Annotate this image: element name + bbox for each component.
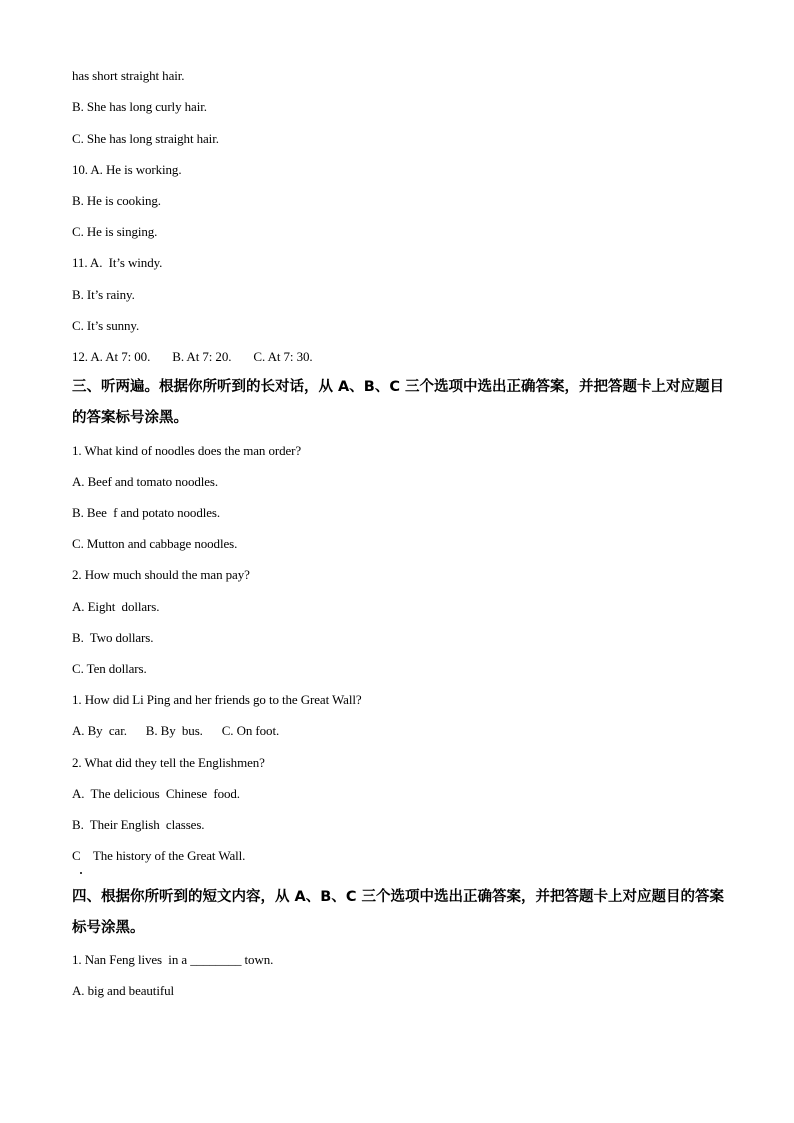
answer-option-line: A. By car. B. By bus. C. On foot. xyxy=(72,723,280,738)
question-line: 1. Nan Feng lives in a ________ town. xyxy=(72,952,274,967)
answer-option-line: C. It’s sunny. xyxy=(72,318,140,333)
answer-option-line: B. Two dollars. xyxy=(72,630,154,645)
section-3-heading: 三、听两遍。根据你所听到的长对话，从 A、B、C 三个选项中选出正确答案，并把答题卡上对应题目的答案标号涂黑。 xyxy=(72,379,725,426)
answer-option-line: C The history of the Great Wall. xyxy=(72,848,246,863)
answer-option-line: B. It’s rainy. xyxy=(72,287,135,302)
answer-option-line: B. Their English classes. xyxy=(72,817,205,832)
answer-option-line: B. He is cooking. xyxy=(72,193,161,208)
question-line: 1. How did Li Ping and her friends go to the Great Wall? xyxy=(72,692,362,707)
question-line: 11. A. It’s windy. xyxy=(72,255,163,270)
answer-option-line: A. Eight dollars. xyxy=(72,599,160,614)
stray-dot xyxy=(80,872,82,874)
question-line: 2. What did they tell the Englishmen? xyxy=(72,755,265,770)
answer-option-line: C. She has long straight hair. xyxy=(72,131,219,146)
question-line: 1. What kind of noodles does the man order? xyxy=(72,443,302,458)
question-line: 2. How much should the man pay? xyxy=(72,567,250,582)
answer-option-line: B. She has long curly hair. xyxy=(72,99,207,114)
answer-option-line: has short straight hair. xyxy=(72,68,185,83)
answer-option-line: B. Bee f and potato noodles. xyxy=(72,505,221,520)
answer-option-line: A. big and beautiful xyxy=(72,983,174,998)
section-4-heading: 四、根据你所听到的短文内容，从 A、B、C 三个选项中选出正确答案，并把答题卡上对应题目的答案标号涂黑。 xyxy=(72,889,725,936)
answer-option-line: C. Mutton and cabbage noodles. xyxy=(72,536,238,551)
answer-option-line: C. Ten dollars. xyxy=(72,661,147,676)
answer-option-line: C. He is singing. xyxy=(72,224,158,239)
answer-option-line: A. Beef and tomato noodles. xyxy=(72,474,219,489)
question-line: 12. A. At 7: 00. B. At 7: 20. C. At 7: 30. xyxy=(72,349,313,364)
answer-option-line: A. The delicious Chinese food. xyxy=(72,786,240,801)
question-line: 10. A. He is working. xyxy=(72,162,182,177)
